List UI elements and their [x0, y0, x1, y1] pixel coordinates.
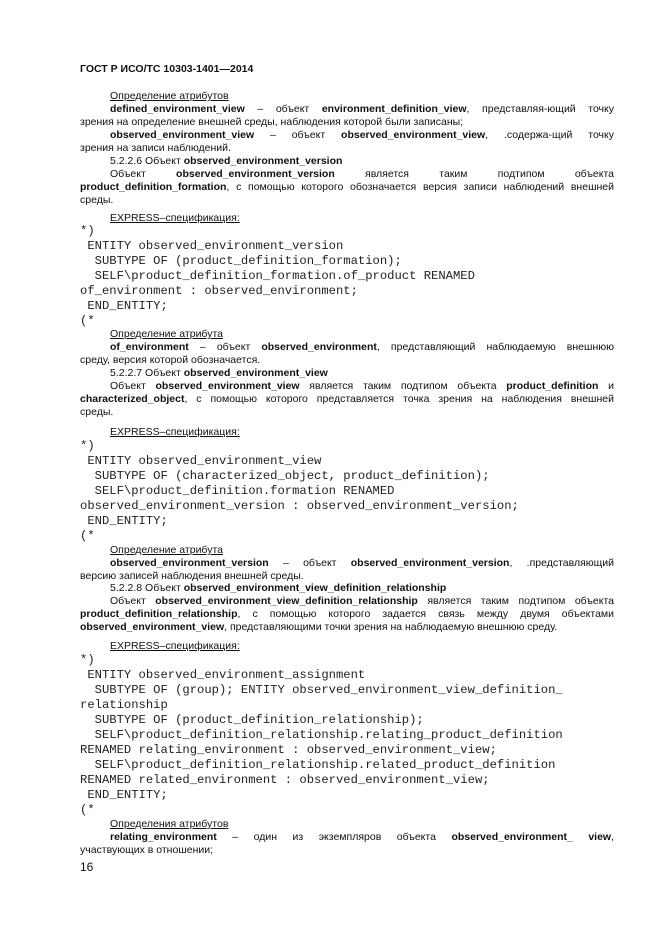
code-line: relationship [80, 698, 168, 712]
code-line: SELF\product_definition.formation RENAMED [80, 484, 395, 498]
code-line: ENTITY observed_environment_version [80, 239, 344, 253]
paragraph-line: зрения на записи наблюдений. [80, 142, 231, 154]
paragraph: of_environment – объект observed_environment, представляющий наблюдаемую внешнюю [110, 341, 614, 353]
code-line: *) [80, 653, 95, 667]
attributes-heading: Определение атрибутов [110, 90, 229, 102]
code-line: SUBTYPE OF (characterized_object, product_definition); [80, 469, 490, 483]
attribute-heading: Определение атрибута [110, 544, 223, 556]
section-title: 5.2.2.7 Объект observed_environment_view [110, 367, 328, 379]
paragraph: defined_environment_view – объект environment_definition_view, представляя-ющий точку [110, 103, 614, 115]
express-label: EXPRESS–спецификация: [110, 212, 240, 224]
attribute-heading: Определение атрибута [110, 328, 223, 340]
paragraph-line: зрения на определение внешней среды, наблюдения которой были записаны; [80, 116, 464, 128]
page-number: 16 [80, 860, 94, 874]
paragraph: relating_environment – один из экземпляров объекта observed_environment_ view, [110, 831, 614, 843]
code-line: ENTITY observed_environment_view [80, 454, 322, 468]
paragraph-line: observed_environment_view, представляющими точки зрения на наблюдаемую внешнюю среду. [80, 621, 558, 633]
code-line: END_ENTITY; [80, 514, 168, 528]
paragraph-line: среды. [80, 194, 114, 206]
page-header: ГОСТ Р ИСО/ТС 10303-1401—2014 [80, 63, 254, 75]
code-line: SUBTYPE OF (product_definition_formation); [80, 254, 402, 268]
section-title: 5.2.2.6 Объект observed_environment_version [110, 155, 343, 167]
paragraph-line: среды. [80, 406, 114, 418]
express-label: EXPRESS–спецификация: [110, 640, 240, 652]
paragraph: observed_environment_version – объект observed_environment_version, .представляющий [110, 557, 614, 569]
paragraph: observed_environment_view – объект observed_environment_view, .содержа-щий точку [110, 129, 614, 141]
paragraph-line: characterized_object, с помощью которого представляется точка зрения на наблюдения внешней [80, 393, 614, 405]
paragraph-line: product_definition_formation, с помощью которого обозначается версия записи наблюдений внешней [80, 181, 614, 193]
code-line: of_environment : observed_environment; [80, 284, 358, 298]
code-line: SELF\product_definition_relationship.related_product_definition [80, 758, 556, 772]
code-line: SELF\product_definition_formation.of_product RENAMED [80, 269, 475, 283]
code-line: (* [80, 529, 95, 543]
code-line: END_ENTITY; [80, 788, 168, 802]
code-line: *) [80, 224, 95, 238]
code-line: SELF\product_definition_relationship.relating_product_definition [80, 728, 563, 742]
code-line: RENAMED related_environment : observed_environment_view; [80, 773, 490, 787]
paragraph: Объект observed_environment_view является таким подтипом объекта product_definition и [110, 380, 614, 392]
code-line: observed_environment_version : observed_environment_version; [80, 499, 519, 513]
code-line: SUBTYPE OF (product_definition_relationship); [80, 713, 424, 727]
code-line: ENTITY observed_environment_assignment [80, 668, 366, 682]
paragraph-line: product_definition_relationship, с помощью которого задается связь между двумя объектами [80, 608, 614, 620]
paragraph-line: среду, версия которой обозначается. [80, 354, 261, 366]
paragraph: Объект observed_environment_view_definition_relationship является таким подтипом объекта [110, 595, 614, 607]
express-label: EXPRESS–спецификация: [110, 426, 240, 438]
code-line: SUBTYPE OF (group); ENTITY observed_environment_view_definition_ [80, 683, 563, 697]
code-line: RENAMED relating_environment : observed_environment_view; [80, 743, 497, 757]
paragraph-line: участвующих в отношении; [80, 844, 214, 856]
paragraph-line: версию записей наблюдения внешней среды. [80, 570, 304, 582]
code-line: (* [80, 803, 95, 817]
attributes-heading: Определения атрибутов [110, 818, 229, 830]
code-line: END_ENTITY; [80, 299, 168, 313]
paragraph: Объект observed_environment_version является таким подтипом объекта [110, 168, 614, 180]
code-line: (* [80, 314, 95, 328]
code-line: *) [80, 439, 95, 453]
section-title: 5.2.2.8 Объект observed_environment_view_definition_relationship [110, 582, 447, 594]
